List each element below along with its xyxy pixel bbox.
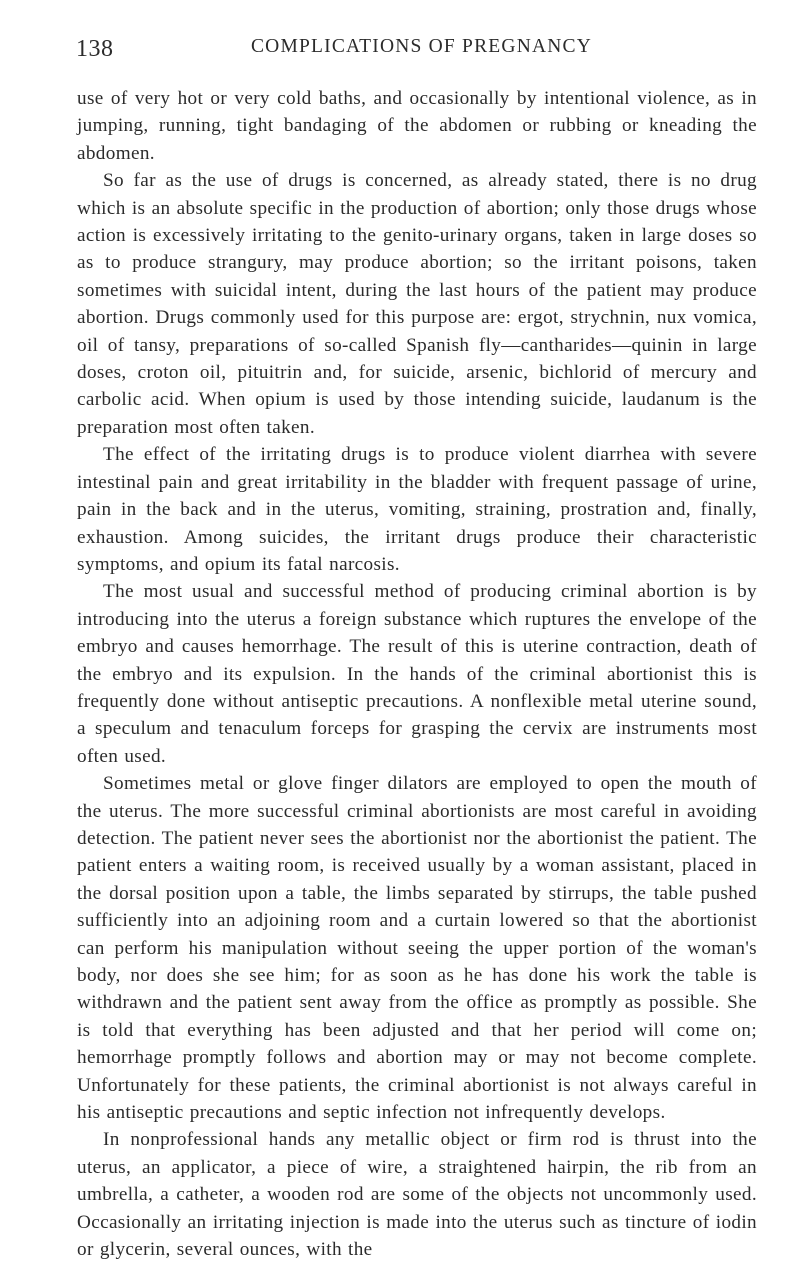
paragraph: In nonprofessional hands any metallic object or firm rod is thrust into the uterus, an applicator, a piece of wire, a straightened hairpin, the rib from an umbrella, a catheter, a wooden rod are some of the objects not uncommonly used. Occasionally an irritating injection is made into the uterus such as tincture of iodin or glycerin, several ounces, with the: [77, 1129, 757, 1261]
paragraph: Sometimes metal or glove finger dilators are employed to open the mouth of the uterus. The more successful criminal abortionists are most careful in avoiding detection. The patient never sees the abortionist nor the abortionist the patient. The patient enters a waiting room, is received usually by a woman assistant, placed in the dorsal position upon a table, the limbs separated by stirrups, the table pushed sufficiently into an adjoining room and a curtain lowered so that the abortionist can perform his manipulation without seeing the upper portion of the woman's body, nor does she see him; for as soon as he has done his work the table is withdrawn and the patient sent away from the office as promptly as possible. She is told that everything has been adjusted and that her period will come on; hemorrhage promptly follows and abortion may or may not become complete. Unfortunately for these patients, the criminal abortionist is not always careful in his antiseptic precautions and septic infection not infrequently develops.: [77, 773, 757, 1124]
page-number: 138: [76, 36, 114, 62]
paragraph: So far as the use of drugs is concerned, as already stated, there is no drug which is an absolute specific in the production of abortion; only those drugs whose action is excessively irritating to the genito-urinary organs, taken in large doses so as to produce strangury, may produce abortion; so the irritant poisons, taken sometimes with suicidal intent, during the last hours of the patient may produce abortion. Drugs commonly used for this purpose are: ergot, strychnin, nux vomica, oil of tansy, preparations of so-called Spanish fly—cantharides—quinin in large doses, croton oil, pituitrin and, for suicide, arsenic, bichlorid of mercury and carbolic acid. When opium is used by those intending suicide, laudanum is the preparation most often taken.: [77, 170, 757, 438]
running-head: COMPLICATIONS OF PREGNANCY: [250, 36, 593, 57]
body-text: [77, 85, 757, 1263]
page-header: [76, 36, 757, 66]
paragraph: The most usual and successful method of producing criminal abortion is by introducing into the uterus a foreign substance which ruptures the envelope of the embryo and causes hemorrhage. The result of this is uterine contraction, death of the embryo and its expulsion. In the hands of the criminal abortionist this is frequently done without antiseptic precautions. A nonflexible metal uterine sound, a speculum and tenaculum forceps for grasping the cervix are instruments most often used.: [77, 581, 757, 767]
paragraph: The effect of the irritating drugs is to produce violent diarrhea with severe intestinal pain and great irritability in the bladder with frequent passage of urine, pain in the back and in the uterus, vomiting, straining, prostration and, finally, exhaustion. Among suicides, the irritant drugs produce their characteristic symptoms, and opium its fatal narcosis.: [77, 444, 757, 575]
paragraph: use of very hot or very cold baths, and occasionally by intentional violence, as in jumping, running, tight bandaging of the abdomen or rubbing or kneading the abdomen.: [77, 88, 757, 164]
